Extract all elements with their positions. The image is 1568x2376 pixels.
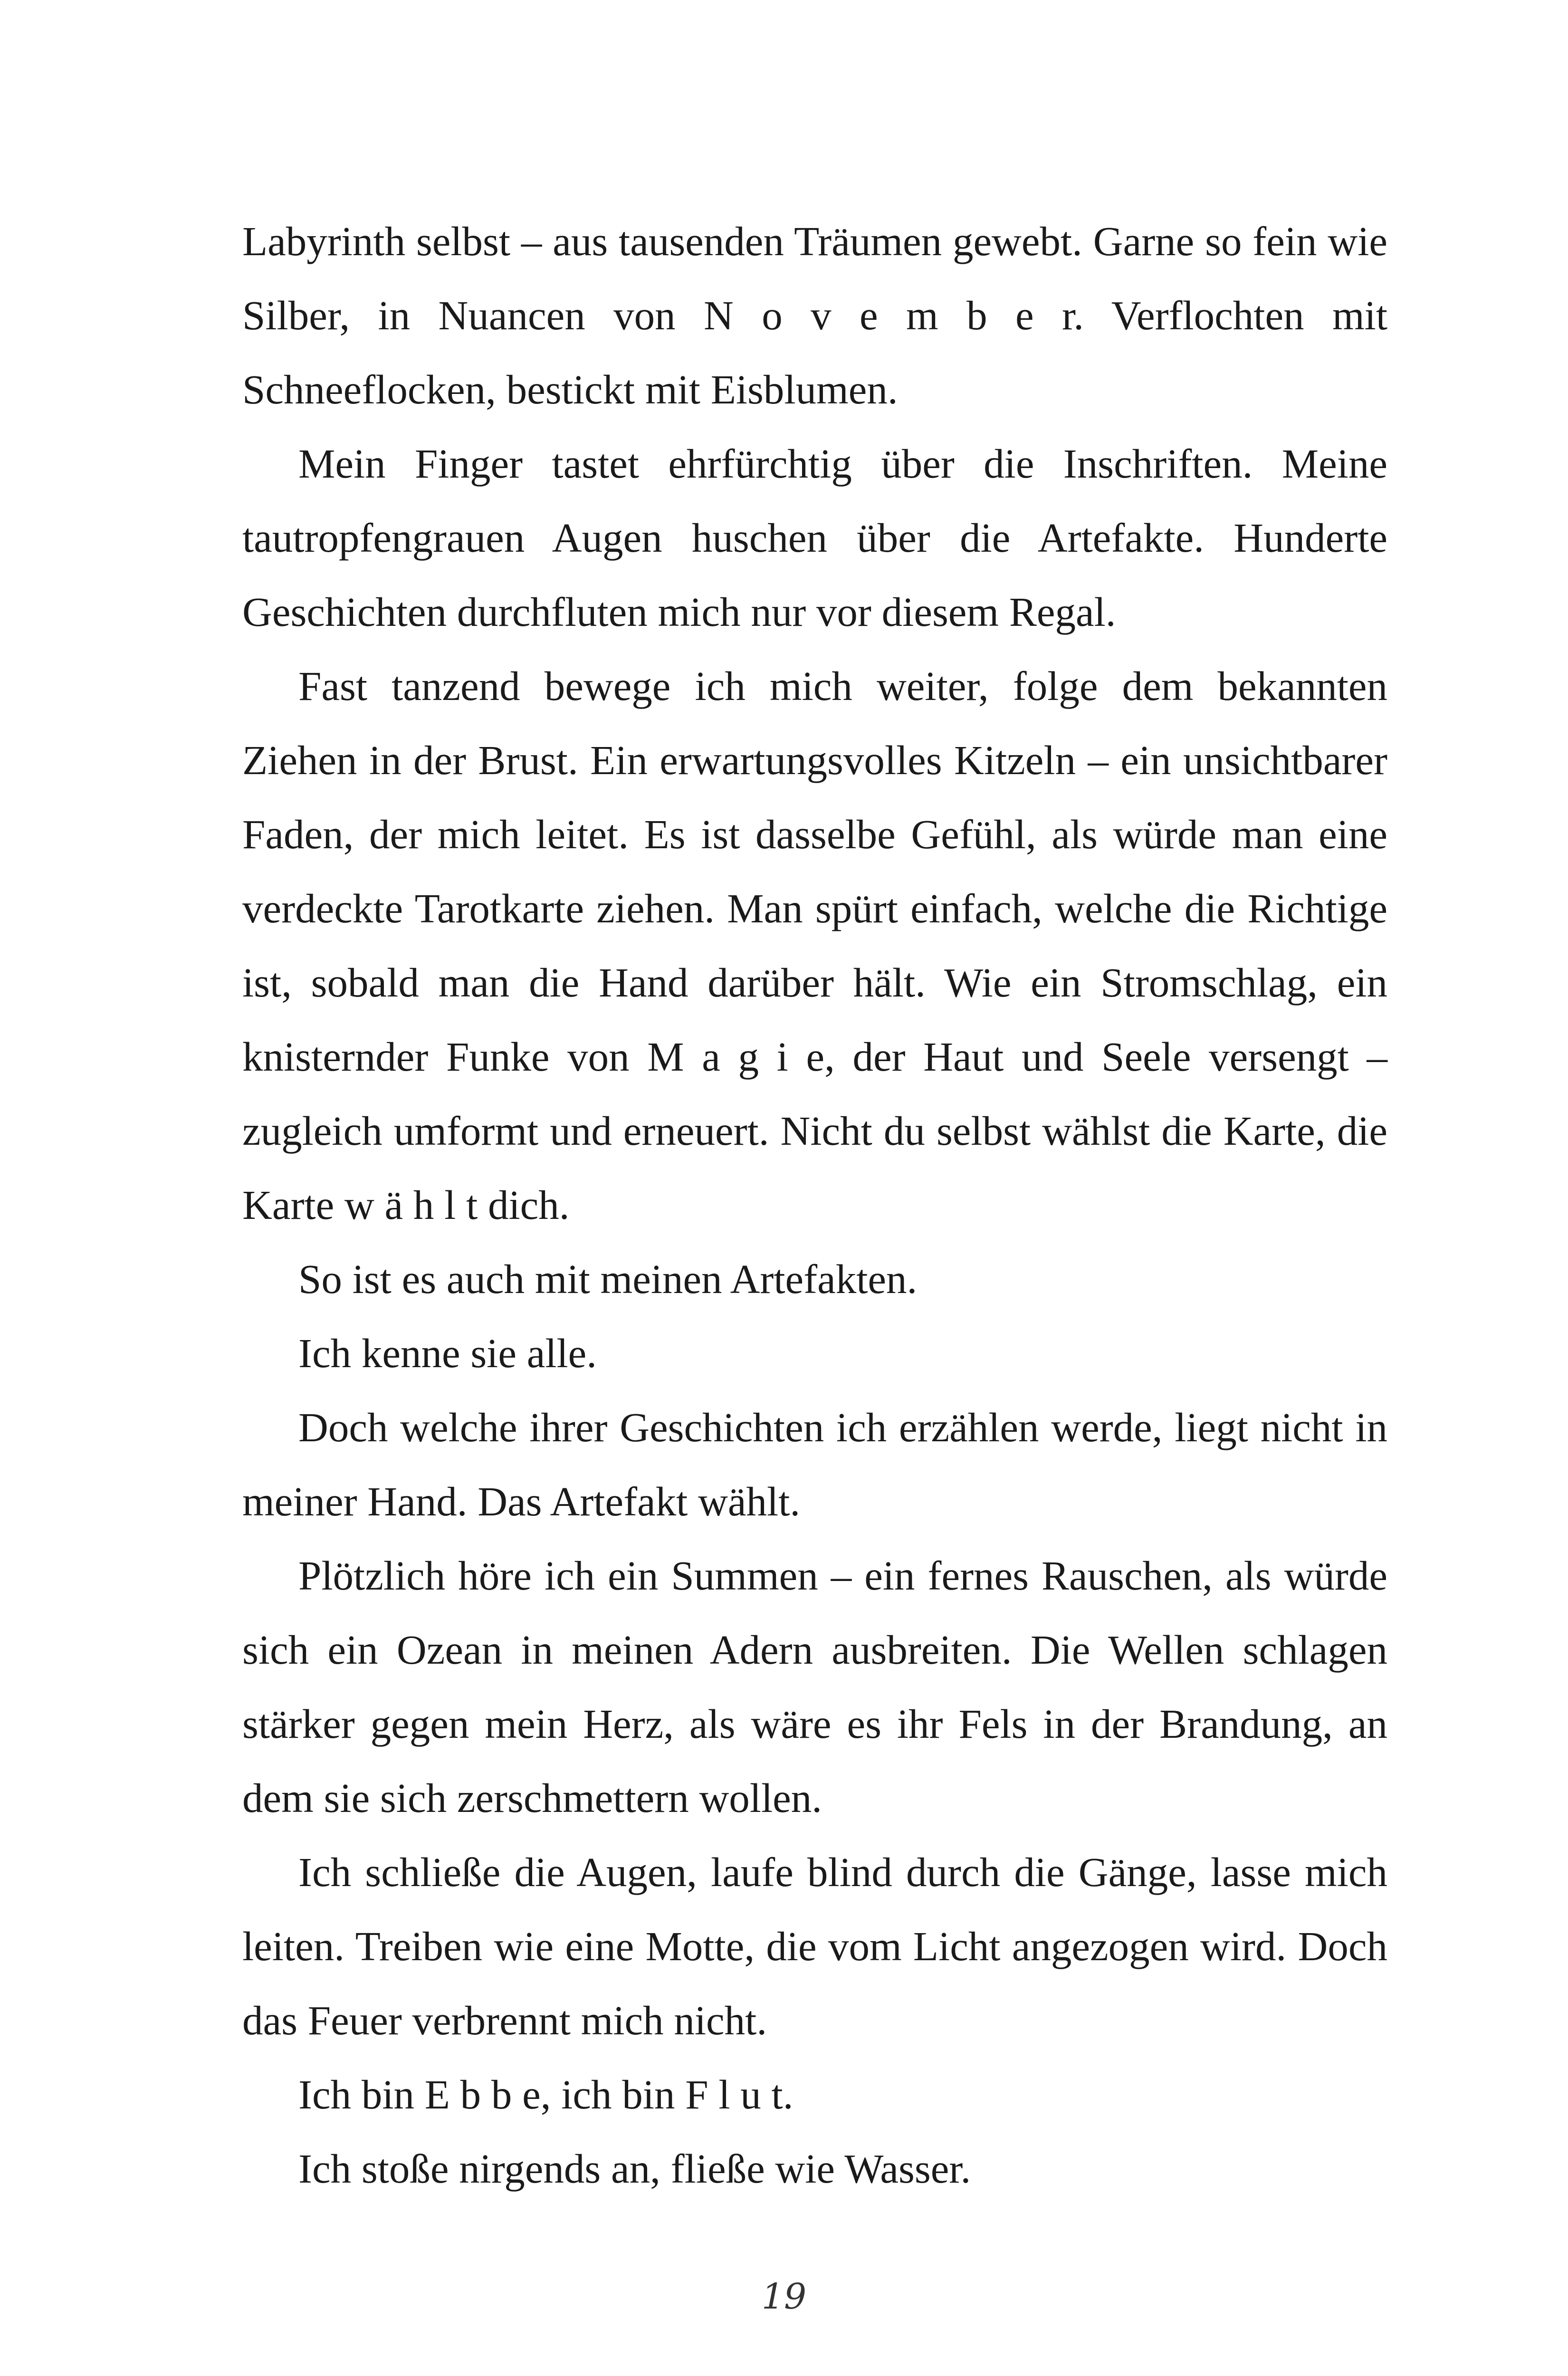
- paragraph: Mein Finger tastet ehrfürchtig über die Inschriften. Meine tautropfengrauen Augen huschen über die Artefakte. Hunderte Geschichten durchfluten mich nur vor diesem Regal.: [242, 441, 1387, 635]
- paragraph: Fast tanzend bewege ich mich weiter, folge dem bekannten Ziehen in der Brust. Ein erwartungsvolles Kitzeln – ein unsichtbarer Faden, der mich leitet. Es ist dasselbe Gefühl, als würde man eine verdeckte Tarotkarte ziehen. Man spürt einfach, welche die Richtige ist, sobald man die Hand darüber hält. Wie ein Stromschlag, ein knisternder Funke von M a g i e, der Haut und Seele versengt – zugleich umformt und erneuert. Nicht du selbst wählst die Karte, die Karte w ä h l t dich.: [242, 663, 1387, 1228]
- paragraph: Labyrinth selbst – aus tausenden Träumen gewebt. Garne so fein wie Silber, in Nuancen von N o v e m b e r. Verflochten mit Schneeflocken, bestickt mit Eisblumen.: [242, 218, 1387, 412]
- paragraph: Ich schließe die Augen, laufe blind durch die Gänge, lasse mich leiten. Treiben wie eine Motte, die vom Licht angezogen wird. Doch das Feuer verbrennt mich nicht.: [242, 1849, 1387, 2043]
- page-number: 19: [761, 2276, 807, 2317]
- paragraph: Doch welche ihrer Geschichten ich erzählen werde, liegt nicht in meiner Hand. Das Artefakt wählt.: [242, 1404, 1387, 1524]
- paragraph: Plötzlich höre ich ein Summen – ein fernes Rauschen, als würde sich ein Ozean in meinen Adern ausbreiten. Die Wellen schlagen stärker gegen mein Herz, als wäre es ihr Fels in der Brandung, an dem sie sich zerschmettern wollen.: [242, 1552, 1387, 1821]
- body-text: [242, 204, 1387, 2206]
- paragraph: So ist es auch mit meinen Artefakten.: [298, 1256, 918, 1302]
- paragraph: Ich kenne sie alle.: [298, 1330, 597, 1376]
- paragraph: Ich stoße nirgends an, fließe wie Wasser.: [298, 2146, 971, 2192]
- paragraph: Ich bin E b b e, ich bin F l u t.: [298, 2071, 794, 2117]
